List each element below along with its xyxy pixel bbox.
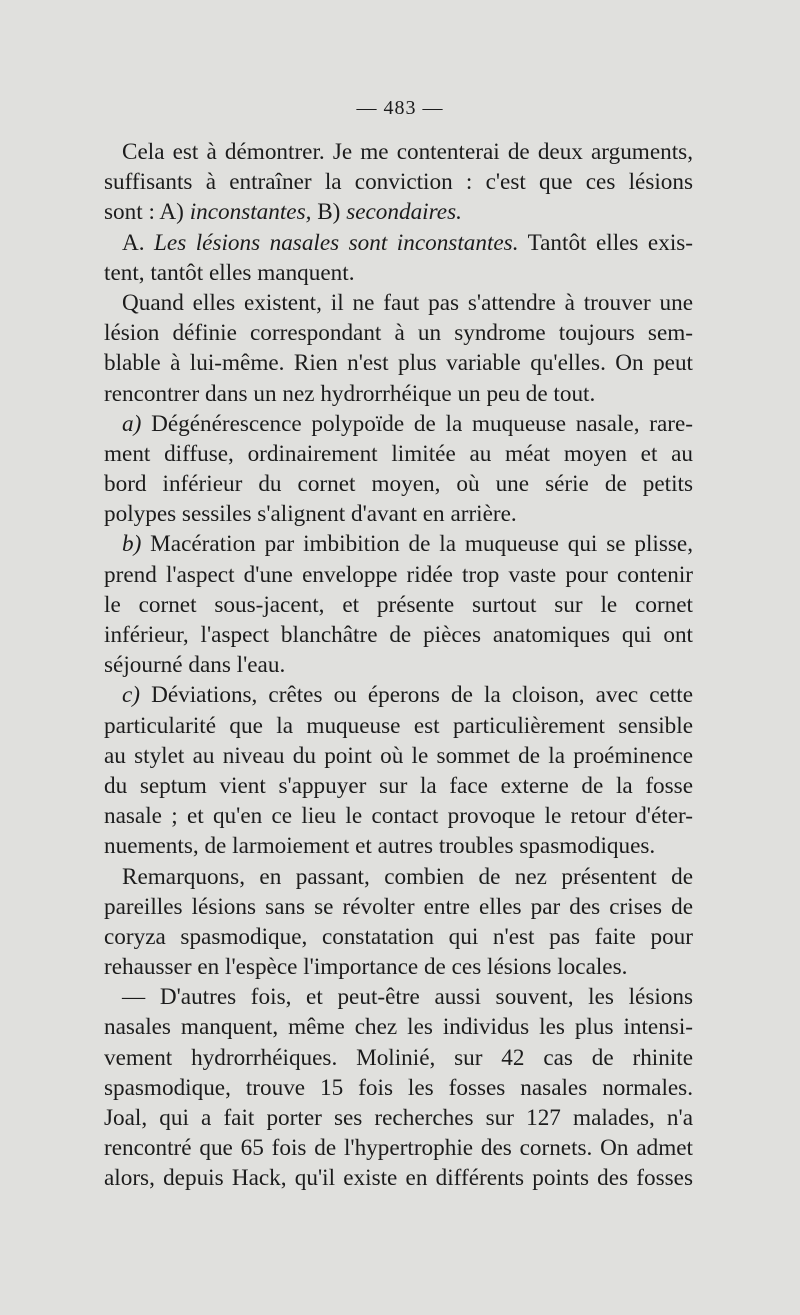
text-line: particularité que la muqueuse est particulièrement sensible: [104, 712, 693, 739]
text-fragment: A.: [122, 229, 155, 256]
text-line: spasmodique, trouve 15 fois les fosses nasales normales.: [104, 1074, 693, 1101]
text-line: [104, 680, 693, 710]
text-line: [104, 409, 693, 439]
italic-fragment: a): [122, 410, 142, 437]
italic-fragment: b): [122, 531, 142, 558]
text-line: blable à lui-même. Rien n'est plus variable qu'elles. On peut: [104, 350, 693, 377]
text-line: vement hydrorrhéiques. Molinié, sur 42 cas de rhinite: [104, 1044, 693, 1071]
italic-fragment: c): [122, 682, 141, 709]
body-text: [104, 137, 693, 1194]
text-line: Remarquons, en passant, combien de nez présentent de: [122, 863, 693, 890]
italic-fragment: Les lésions nasales sont inconstantes.: [154, 229, 519, 256]
text-line: rencontré que 65 fois de l'hypertrophie des cornets. On admet: [104, 1135, 693, 1162]
text-line: inférieur, l'aspect blanchâtre de pièces anatomiques qui ont: [104, 622, 693, 648]
text-line: nuements, de larmoiement et autres troubles spasmodiques.: [104, 833, 656, 860]
text-line: le cornet sous-jacent, et présente surtout sur le cornet: [104, 591, 693, 618]
text-fragment: Macération par imbibition de la muqueuse qui se plisse,: [141, 531, 693, 558]
text-line: rencontrer dans un nez hydrorrhéique un peu de tout.: [104, 380, 596, 407]
text-line: pareilles lésions sans se révolter entre elles par des crises de: [104, 893, 693, 920]
text-line: séjourné dans l'eau.: [104, 652, 286, 679]
italic-fragment: inconstantes,: [189, 199, 312, 226]
text-line: polypes sessiles s'alignent d'avant en arrière.: [104, 501, 517, 528]
text-line: bord inférieur du cornet moyen, où une série de petits: [104, 471, 693, 498]
text-line: du septum vient s'appuyer sur la face externe de la fosse: [104, 772, 693, 799]
text-fragment: Déviations, crêtes ou éperons de la cloison, avec cette: [140, 682, 693, 709]
text-line: [104, 529, 693, 559]
text-line: lésion définie correspondant à un syndrome toujours sem-: [104, 320, 693, 347]
text-line: [104, 228, 693, 258]
text-line: [104, 197, 693, 227]
text-line: coryza spasmodique, constatation qui n'est pas faite pour: [104, 923, 693, 950]
text-line: Quand elles existent, il ne faut pas s'attendre à trouver une: [122, 289, 693, 316]
text-line: Joal, qui a fait porter ses recherches sur 127 malades, n'a: [104, 1105, 693, 1131]
text-fragment: Dégénérescence polypoïde de la muqueuse nasale, rare-: [141, 410, 693, 437]
text-line: ment diffuse, ordinairement limitée au méat moyen et au: [104, 440, 693, 467]
text-line: rehausser en l'espèce l'importance de ces lésions locales.: [104, 954, 628, 981]
text-line: nasales manquent, même chez les individus les plus intensi-: [104, 1014, 693, 1041]
text-line: nasale ; et qu'en ce lieu le contact provoque le retour d'éter-: [104, 803, 693, 830]
text-line: prend l'aspect d'une enveloppe ridée trop vaste pour contenir: [104, 561, 693, 588]
text-line: suffisants à entraîner la conviction : c'est que ces lésions: [104, 169, 693, 196]
text-line: — D'autres fois, et peut-être aussi souvent, les lésions: [122, 984, 693, 1011]
text-fragment: Tantôt elles exis-: [518, 229, 694, 256]
text-line: au stylet au niveau du point où le sommet de la proéminence: [104, 742, 693, 769]
text-line: Cela est à démontrer. Je me contenterai de deux arguments,: [122, 139, 693, 165]
page-number: — 483 —: [356, 97, 444, 119]
italic-fragment: secondaires.: [346, 199, 462, 226]
text-line: alors, depuis Hack, qu'il existe en différents points des fosses: [104, 1165, 693, 1192]
text-line: tent, tantôt elles manquent.: [104, 259, 355, 286]
text-fragment: sont : A): [104, 199, 190, 226]
text-fragment: B): [311, 199, 347, 226]
